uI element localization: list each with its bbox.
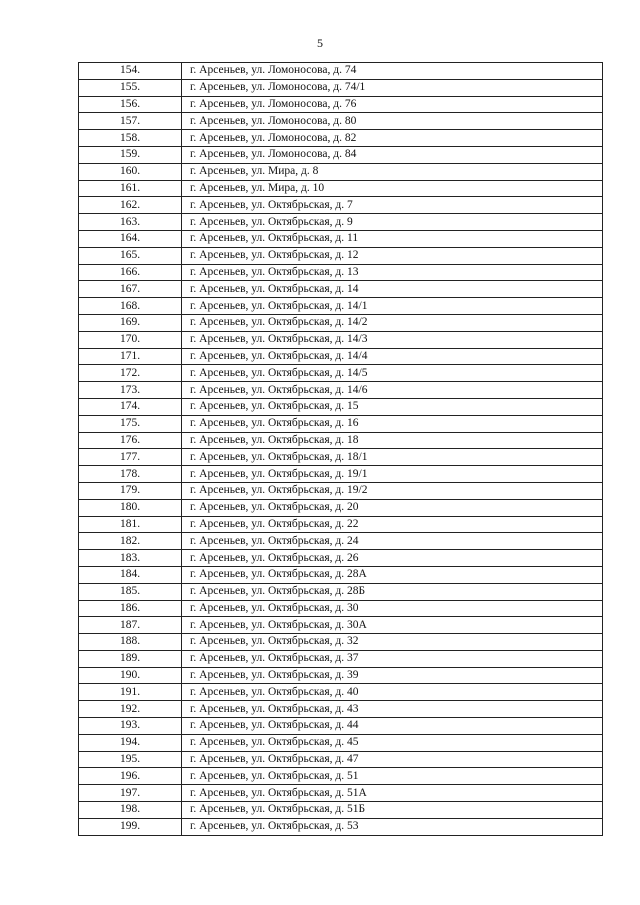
table-row: [79, 230, 603, 247]
address-cell: г. Арсеньев, ул. Октябрьская, д. 14/3: [182, 331, 603, 348]
address-cell: г. Арсеньев, ул. Ломоносова, д. 82: [182, 130, 603, 147]
row-number-cell: 166.: [79, 264, 182, 281]
table-row: [79, 701, 603, 718]
address-table: [78, 62, 603, 836]
row-number-cell: 184.: [79, 566, 182, 583]
address-cell: г. Арсеньев, ул. Октябрьская, д. 14/6: [182, 382, 603, 399]
row-number-cell: 164.: [79, 230, 182, 247]
table-row: [79, 650, 603, 667]
address-cell: г. Арсеньев, ул. Октябрьская, д. 14/1: [182, 298, 603, 315]
address-cell: г. Арсеньев, ул. Октябрьская, д. 7: [182, 197, 603, 214]
row-number-cell: 189.: [79, 650, 182, 667]
address-cell: г. Арсеньев, ул. Октябрьская, д. 53: [182, 818, 603, 835]
table-row: [79, 566, 603, 583]
row-number-cell: 185.: [79, 583, 182, 600]
table-row: [79, 734, 603, 751]
address-cell: г. Арсеньев, ул. Октябрьская, д. 45: [182, 734, 603, 751]
address-cell: г. Арсеньев, ул. Октябрьская, д. 39: [182, 667, 603, 684]
address-cell: г. Арсеньев, ул. Октябрьская, д. 12: [182, 247, 603, 264]
table-row: [79, 214, 603, 231]
table-row: [79, 382, 603, 399]
address-cell: г. Арсеньев, ул. Ломоносова, д. 84: [182, 146, 603, 163]
table-row: [79, 197, 603, 214]
address-cell: г. Арсеньев, ул. Октябрьская, д. 26: [182, 550, 603, 567]
table-row: [79, 96, 603, 113]
row-number-cell: 161.: [79, 180, 182, 197]
row-number-cell: 176.: [79, 432, 182, 449]
table-row: [79, 751, 603, 768]
address-cell: г. Арсеньев, ул. Октябрьская, д. 43: [182, 701, 603, 718]
table-row: [79, 298, 603, 315]
table-row: [79, 365, 603, 382]
row-number-cell: 170.: [79, 331, 182, 348]
table-row: [79, 684, 603, 701]
row-number-cell: 182.: [79, 533, 182, 550]
address-cell: г. Арсеньев, ул. Мира, д. 8: [182, 163, 603, 180]
row-number-cell: 197.: [79, 785, 182, 802]
table-row: [79, 634, 603, 651]
address-cell: г. Арсеньев, ул. Октябрьская, д. 24: [182, 533, 603, 550]
row-number-cell: 196.: [79, 768, 182, 785]
table-row: [79, 533, 603, 550]
table-row: [79, 667, 603, 684]
row-number-cell: 194.: [79, 734, 182, 751]
table-row: [79, 550, 603, 567]
row-number-cell: 173.: [79, 382, 182, 399]
table-row: [79, 247, 603, 264]
address-cell: г. Арсеньев, ул. Октябрьская, д. 14/2: [182, 314, 603, 331]
table-row: [79, 348, 603, 365]
row-number-cell: 163.: [79, 214, 182, 231]
address-cell: г. Арсеньев, ул. Октябрьская, д. 44: [182, 718, 603, 735]
row-number-cell: 175.: [79, 415, 182, 432]
table-row: [79, 264, 603, 281]
row-number-cell: 199.: [79, 818, 182, 835]
row-number-cell: 168.: [79, 298, 182, 315]
address-cell: г. Арсеньев, ул. Октябрьская, д. 15: [182, 398, 603, 415]
address-cell: г. Арсеньев, ул. Ломоносова, д. 74/1: [182, 79, 603, 96]
row-number-cell: 172.: [79, 365, 182, 382]
row-number-cell: 174.: [79, 398, 182, 415]
row-number-cell: 187.: [79, 617, 182, 634]
row-number-cell: 171.: [79, 348, 182, 365]
address-cell: г. Арсеньев, ул. Октябрьская, д. 47: [182, 751, 603, 768]
row-number-cell: 192.: [79, 701, 182, 718]
address-cell: г. Арсеньев, ул. Октябрьская, д. 51: [182, 768, 603, 785]
address-cell: г. Арсеньев, ул. Октябрьская, д. 22: [182, 516, 603, 533]
table-row: [79, 718, 603, 735]
row-number-cell: 169.: [79, 314, 182, 331]
table-row: [79, 818, 603, 835]
table-row: [79, 314, 603, 331]
table-row: [79, 163, 603, 180]
address-cell: г. Арсеньев, ул. Октябрьская, д. 11: [182, 230, 603, 247]
address-cell: г. Арсеньев, ул. Октябрьская, д. 19/2: [182, 482, 603, 499]
address-cell: г. Арсеньев, ул. Октябрьская, д. 37: [182, 650, 603, 667]
table-row: [79, 180, 603, 197]
row-number-cell: 155.: [79, 79, 182, 96]
row-number-cell: 188.: [79, 634, 182, 651]
address-cell: г. Арсеньев, ул. Октябрьская, д. 18: [182, 432, 603, 449]
row-number-cell: 180.: [79, 499, 182, 516]
row-number-cell: 156.: [79, 96, 182, 113]
table-row: [79, 600, 603, 617]
table-row: [79, 583, 603, 600]
address-cell: г. Арсеньев, ул. Октябрьская, д. 18/1: [182, 449, 603, 466]
address-cell: г. Арсеньев, ул. Октябрьская, д. 28Б: [182, 583, 603, 600]
address-cell: г. Арсеньев, ул. Октябрьская, д. 14: [182, 281, 603, 298]
table-row: [79, 415, 603, 432]
address-cell: г. Арсеньев, ул. Ломоносова, д. 76: [182, 96, 603, 113]
row-number-cell: 195.: [79, 751, 182, 768]
row-number-cell: 186.: [79, 600, 182, 617]
row-number-cell: 191.: [79, 684, 182, 701]
row-number-cell: 198.: [79, 802, 182, 819]
row-number-cell: 159.: [79, 146, 182, 163]
table-row: [79, 281, 603, 298]
row-number-cell: 181.: [79, 516, 182, 533]
address-table-body: [79, 63, 603, 836]
table-row: [79, 617, 603, 634]
address-cell: г. Арсеньев, ул. Октябрьская, д. 13: [182, 264, 603, 281]
row-number-cell: 190.: [79, 667, 182, 684]
table-row: [79, 398, 603, 415]
table-row: [79, 466, 603, 483]
row-number-cell: 154.: [79, 63, 182, 80]
row-number-cell: 193.: [79, 718, 182, 735]
table-row: [79, 499, 603, 516]
row-number-cell: 157.: [79, 113, 182, 130]
row-number-cell: 183.: [79, 550, 182, 567]
table-row: [79, 785, 603, 802]
table-row: [79, 130, 603, 147]
row-number-cell: 160.: [79, 163, 182, 180]
address-cell: г. Арсеньев, ул. Октябрьская, д. 9: [182, 214, 603, 231]
table-row: [79, 432, 603, 449]
row-number-cell: 165.: [79, 247, 182, 264]
row-number-cell: 162.: [79, 197, 182, 214]
table-row: [79, 516, 603, 533]
address-cell: г. Арсеньев, ул. Ломоносова, д. 74: [182, 63, 603, 80]
address-cell: г. Арсеньев, ул. Октябрьская, д. 19/1: [182, 466, 603, 483]
row-number-cell: 158.: [79, 130, 182, 147]
address-cell: г. Арсеньев, ул. Мира, д. 10: [182, 180, 603, 197]
row-number-cell: 167.: [79, 281, 182, 298]
table-row: [79, 79, 603, 96]
table-row: [79, 482, 603, 499]
address-cell: г. Арсеньев, ул. Октябрьская, д. 14/5: [182, 365, 603, 382]
address-cell: г. Арсеньев, ул. Октябрьская, д. 28А: [182, 566, 603, 583]
address-cell: г. Арсеньев, ул. Октябрьская, д. 30: [182, 600, 603, 617]
address-cell: г. Арсеньев, ул. Октябрьская, д. 51Б: [182, 802, 603, 819]
address-cell: г. Арсеньев, ул. Октябрьская, д. 40: [182, 684, 603, 701]
row-number-cell: 179.: [79, 482, 182, 499]
address-cell: г. Арсеньев, ул. Октябрьская, д. 14/4: [182, 348, 603, 365]
table-row: [79, 63, 603, 80]
address-cell: г. Арсеньев, ул. Октябрьская, д. 32: [182, 634, 603, 651]
table-row: [79, 146, 603, 163]
address-cell: г. Арсеньев, ул. Октябрьская, д. 20: [182, 499, 603, 516]
address-cell: г. Арсеньев, ул. Октябрьская, д. 51А: [182, 785, 603, 802]
table-row: [79, 802, 603, 819]
address-cell: г. Арсеньев, ул. Октябрьская, д. 30А: [182, 617, 603, 634]
address-cell: г. Арсеньев, ул. Октябрьская, д. 16: [182, 415, 603, 432]
table-row: [79, 331, 603, 348]
page-number: 5: [317, 36, 323, 50]
table-row: [79, 449, 603, 466]
row-number-cell: 177.: [79, 449, 182, 466]
table-row: [79, 768, 603, 785]
row-number-cell: 178.: [79, 466, 182, 483]
address-cell: г. Арсеньев, ул. Ломоносова, д. 80: [182, 113, 603, 130]
table-row: [79, 113, 603, 130]
